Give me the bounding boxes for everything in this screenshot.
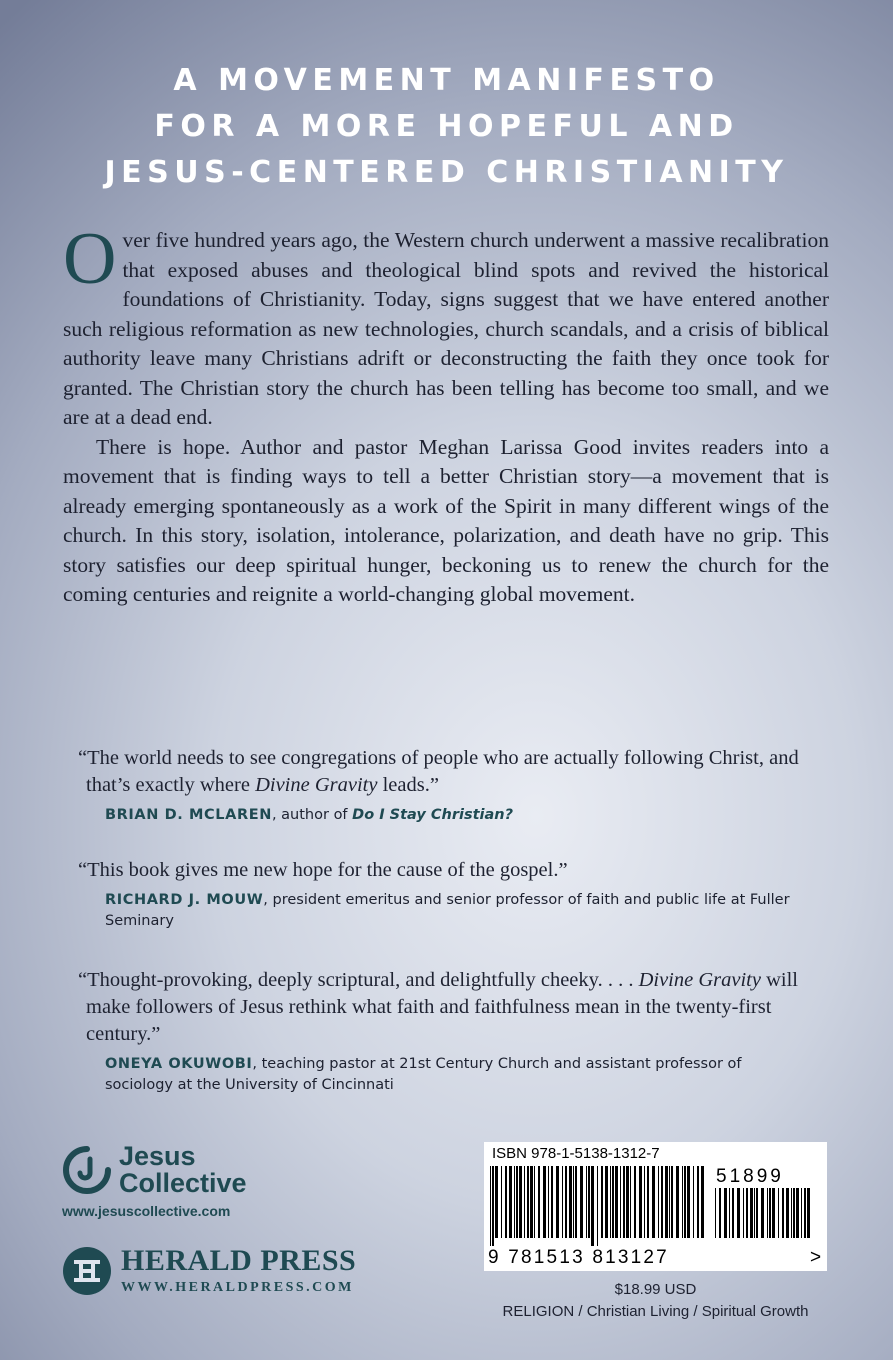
quote-text: “The world needs to see congregations of people who are actually following Christ, and that’s exactly where (78, 747, 799, 796)
barcode-bar (661, 1166, 663, 1238)
endorsement-3 (78, 967, 806, 1096)
barcode-bar (715, 1188, 716, 1238)
book-title: Divine Gravity (638, 969, 761, 991)
barcode-bar (754, 1188, 755, 1238)
barcode-bar (605, 1166, 608, 1238)
herald-press-logo (62, 1246, 356, 1296)
barcode-bar (524, 1166, 525, 1238)
barcode-bar (591, 1166, 594, 1246)
barcode (484, 1142, 827, 1271)
barcode-bar (701, 1166, 704, 1238)
barcode-bar (551, 1166, 553, 1238)
barcode-bar (801, 1188, 802, 1238)
barcode-bar (684, 1166, 686, 1238)
barcode-bar (580, 1166, 583, 1238)
price: $18.99 USD (614, 1281, 697, 1298)
barcode-bar (791, 1188, 792, 1238)
endorsement-quote (78, 745, 806, 799)
barcode-bar (601, 1166, 603, 1238)
barcode-bar (782, 1188, 784, 1238)
barcode-bar (597, 1166, 598, 1246)
barcode-bar (575, 1166, 577, 1238)
jesus-collective-name-line-2: Collective (119, 1168, 247, 1198)
barcode-bar (756, 1188, 758, 1238)
barcode-bar (676, 1166, 679, 1238)
barcode-bar (682, 1166, 683, 1238)
barcode-bar (793, 1188, 795, 1238)
barcode-addon-number: 51899 (716, 1166, 784, 1187)
isbn-label: ISBN 978-1-5138-1312-7 (492, 1145, 660, 1162)
barcode-bar (543, 1166, 546, 1238)
barcode-bar (630, 1166, 631, 1238)
endorsement-attribution (105, 1054, 806, 1096)
paragraph-1-text: ver five hundred years ago, the Western church underwent a massive recalibration that exposed abuses and theological blind spots and revived the historical foundations of Christianity. Today, signs suggest that we have entered another such religious reformation as new technologies, church scandals, and a crisis of biblical authority leave many Christians adrift or deconstructing the faith they once took for granted. The Christian story the church has been telling has become too small, and we are at a dead end. (63, 228, 829, 429)
barcode-bar (719, 1188, 721, 1238)
barcode-bar (724, 1188, 727, 1238)
endorser-name: BRIAN D. MCLAREN (105, 807, 272, 823)
jesus-collective-icon (62, 1145, 112, 1195)
barcode-bar (519, 1166, 522, 1238)
barcode-bar (612, 1166, 614, 1238)
barcode-bar (697, 1166, 699, 1238)
barcode-bar (586, 1166, 587, 1238)
barcode-bar (647, 1166, 649, 1238)
barcode-bar (767, 1188, 768, 1238)
endorsement-attribution (105, 805, 806, 826)
jesus-collective-url: www.jesuscollective.com (62, 1203, 231, 1219)
barcode-bar (644, 1166, 645, 1238)
barcode-bar (556, 1166, 559, 1238)
endorser-role: , author of (271, 807, 353, 823)
barcode-bar (490, 1166, 491, 1246)
barcode-bar (786, 1188, 789, 1238)
barcode-bar (588, 1166, 590, 1238)
barcode-bar (610, 1166, 611, 1238)
barcode-bar (750, 1188, 753, 1238)
barcode-bar (796, 1188, 799, 1238)
description (63, 218, 829, 610)
barcode-bar (639, 1166, 642, 1238)
barcode-bar (538, 1166, 540, 1238)
endorser-name: RICHARD J. MOUW (105, 892, 264, 908)
barcode-bar (569, 1166, 572, 1238)
barcode-bar (732, 1188, 734, 1238)
barcode-bar (769, 1188, 771, 1238)
barcode-bar (772, 1188, 775, 1238)
book-title: Divine Gravity (255, 774, 378, 796)
barcode-bar (516, 1166, 518, 1238)
barcode-bar (562, 1166, 563, 1238)
description-paragraph-1 (63, 218, 829, 433)
endorser-role: , teaching pastor at 21st Century Church and assistant professor of sociology at the University of Cincinnati (105, 1056, 742, 1093)
headline-line-1: A MOVEMENT MANIFESTO (173, 63, 720, 98)
barcode-bar (652, 1166, 655, 1238)
barcode-bar (534, 1166, 535, 1238)
headline (0, 58, 893, 196)
description-paragraph-2: There is hope. Author and pastor Meghan Larissa Good invites readers into a movement that is finding ways to tell a better Christian story—a movement that is already emerging spontaneously as a work of the Spirit in many different wings of the church. In this story, isolation, intolerance, polarization, and death have no grip. This story satisfies our deep spiritual hunger, beckoning us to renew the church for the coming centuries and reignite a world-changing global movement. (63, 434, 829, 606)
barcode-bar (804, 1188, 806, 1238)
barcode-bar (505, 1166, 507, 1238)
barcode-bar (548, 1166, 549, 1238)
herald-press-name: HERALD PRESS (121, 1244, 357, 1277)
barcode-bar (492, 1166, 494, 1246)
barcode-bar (615, 1166, 618, 1238)
barcode-bar (693, 1166, 694, 1238)
endorsement-2 (78, 857, 806, 932)
barcode-bar (761, 1188, 764, 1238)
endorsement-1 (78, 745, 806, 826)
quote-text: leads.” (377, 774, 439, 796)
bisac-category: RELIGION / Christian Living / Spiritual Growth (502, 1303, 809, 1320)
barcode-bar (530, 1166, 533, 1238)
quote-text: “Thought-provoking, deeply scriptural, and delightfully cheeky. . . . (78, 969, 639, 991)
barcode-bar (565, 1166, 567, 1238)
barcode-bar (501, 1166, 502, 1238)
jesus-collective-logo (62, 1143, 247, 1219)
barcode-number: 9 781513 813127 (488, 1247, 669, 1268)
barcode-bar (743, 1188, 744, 1238)
endorser-book-title: Do I Stay Christian? (352, 807, 513, 823)
jesus-collective-name-line-1: Jesus (119, 1141, 196, 1171)
barcode-bar (687, 1166, 690, 1238)
barcode-bar (669, 1166, 670, 1238)
barcode-bar (623, 1166, 625, 1238)
barcode-bar (658, 1166, 659, 1238)
barcode-bar (495, 1166, 498, 1238)
endorsement-quote (78, 967, 806, 1048)
barcode-bar (778, 1188, 779, 1238)
barcode-chevron: > (810, 1247, 822, 1268)
endorsement-quote: “This book gives me new hope for the cause of the gospel.” (78, 859, 568, 881)
barcode-bar (573, 1166, 574, 1238)
quote-text: will make followers of Jesus rethink what faith and faithfulness mean in the twenty-first century.” (86, 969, 798, 1045)
drop-cap: O (63, 218, 117, 300)
barcode-bar (527, 1166, 529, 1238)
endorser-name: ONEYA OKUWOBI (105, 1056, 253, 1072)
barcode-bar (671, 1166, 673, 1238)
barcode-bar (746, 1188, 748, 1238)
headline-line-3: JESUS-CENTERED CHRISTIANITY (104, 155, 789, 190)
barcode-bar (634, 1166, 636, 1238)
barcode-bar (620, 1166, 621, 1238)
barcode-bar (514, 1166, 515, 1238)
addon-bars (715, 1188, 813, 1246)
barcode-bar (665, 1166, 668, 1238)
barcode-bar (807, 1188, 810, 1238)
barcode-bar (626, 1166, 629, 1238)
endorsement-attribution (105, 890, 806, 932)
barcode-bar (509, 1166, 512, 1238)
endorser-role: , president emeritus and senior professor of faith and public life at Fuller Seminary (105, 892, 790, 929)
barcode-bar (729, 1188, 730, 1238)
herald-press-emblem-icon (62, 1246, 112, 1296)
ean13-bars (490, 1166, 704, 1246)
headline-line-2: FOR A MORE HOPEFUL AND (154, 109, 739, 144)
herald-press-url: WWW.HERALDPRESS.COM (121, 1280, 354, 1295)
barcode-bar (737, 1188, 740, 1238)
